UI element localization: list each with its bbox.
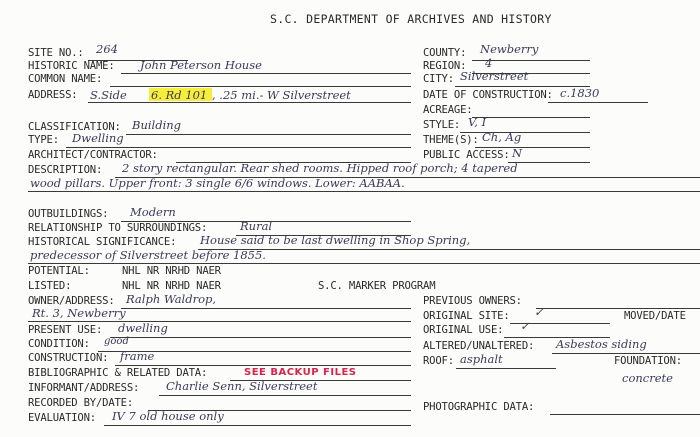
acreage-label: ACREAGE: xyxy=(423,104,473,116)
recorded-label: RECORDED BY/DATE: xyxy=(28,397,134,409)
foundation-label: FOUNDATION: xyxy=(614,355,682,367)
significance-value-2: predecessor of Silverstreet before 1855. xyxy=(30,248,266,262)
altered-label: ALTERED/UNALTERED: xyxy=(423,340,535,352)
address-value-a: S.Side xyxy=(90,88,127,102)
present-use-line xyxy=(110,337,411,338)
significance-line-1 xyxy=(198,249,700,250)
historic-name-value: John Peterson House xyxy=(140,58,262,72)
relationship-value: Rural xyxy=(240,219,273,233)
county-label: COUNTY: xyxy=(423,47,467,59)
historic-name-label: HISTORIC NAME: xyxy=(28,60,115,72)
informant-value: Charlie Senn, Silverstreet xyxy=(166,379,318,393)
architect-label: ARCHITECT/CONTRACTOR: xyxy=(28,149,158,161)
outbuildings-label: OUTBUILDINGS: xyxy=(28,208,109,220)
classification-label: CLASSIFICATION: xyxy=(28,121,121,133)
construction-line xyxy=(115,365,411,366)
listed-options: NHL NR NRHD NAER xyxy=(122,280,221,292)
city-label: CITY: xyxy=(423,73,454,85)
evaluation-label: EVALUATION: xyxy=(28,412,96,424)
evaluation-value: IV 7 old house only xyxy=(112,409,224,423)
present-use-label: PRESENT USE: xyxy=(28,324,103,336)
informant-label: INFORMANT/ADDRESS: xyxy=(28,382,140,394)
address-value-b: 6. Rd 101 xyxy=(151,88,208,102)
roof-line xyxy=(456,368,556,369)
condition-label: CONDITION: xyxy=(28,338,90,350)
owner-line-2 xyxy=(28,321,411,322)
photographic-line xyxy=(550,414,700,415)
description-value-1: 2 story rectangular. Rear shed rooms. Hipped roof porch; 4 tapered xyxy=(122,161,518,175)
date-construction-line xyxy=(548,102,648,103)
public-access-label: PUBLIC ACCESS: xyxy=(423,149,510,161)
owner-value-1: Ralph Waldrop, xyxy=(126,292,217,306)
classification-value: Building xyxy=(132,118,182,132)
original-use-value: ✓ xyxy=(520,319,530,333)
card-title: S.C. DEPARTMENT OF ARCHIVES AND HISTORY xyxy=(270,12,552,26)
style-label: STYLE: xyxy=(423,119,461,131)
altered-line xyxy=(552,353,700,354)
county-value: Newberry xyxy=(480,42,539,56)
photographic-label: PHOTOGRAPHIC DATA: xyxy=(423,401,535,413)
region-value: 4 xyxy=(485,56,493,70)
owner-line-1 xyxy=(121,308,411,309)
description-line-2 xyxy=(28,191,700,192)
significance-label: HISTORICAL SIGNIFICANCE: xyxy=(28,236,177,248)
acreage-line xyxy=(472,117,590,118)
style-line xyxy=(460,132,590,133)
construction-label: CONSTRUCTION: xyxy=(28,352,109,364)
potential-label: POTENTIAL: xyxy=(28,265,90,277)
owner-value-2: Rt. 3, Newberry xyxy=(32,306,126,320)
roof-label: ROOF: xyxy=(423,355,454,367)
common-name-line xyxy=(110,86,411,87)
moved-date-label: MOVED/DATE xyxy=(624,310,686,322)
original-site-label: ORIGINAL SITE: xyxy=(423,310,510,322)
historic-name-line xyxy=(121,73,411,74)
foundation-value: concrete xyxy=(622,371,673,385)
altered-value: Asbestos siding xyxy=(556,337,647,351)
theme-label: THEME(S): xyxy=(423,134,479,146)
present-use-value: dwelling xyxy=(118,321,168,335)
condition-value: good xyxy=(104,336,129,347)
theme-value: Ch, Ag xyxy=(482,130,522,144)
evaluation-line xyxy=(104,425,411,426)
description-label: DESCRIPTION: xyxy=(28,164,103,176)
potential-options: NHL NR NRHD NAER xyxy=(122,265,221,277)
original-site-value: ✓ xyxy=(534,305,544,319)
public-access-value: N xyxy=(512,146,523,160)
significance-value-1: House said to be last dwelling in Shop Spring, xyxy=(200,233,471,247)
classification-line xyxy=(126,134,411,135)
informant-line xyxy=(159,395,411,396)
original-use-label: ORIGINAL USE: xyxy=(423,324,504,336)
address-label: ADDRESS: xyxy=(28,89,78,101)
owner-label: OWNER/ADDRESS: xyxy=(28,295,115,307)
public-access-line xyxy=(508,162,590,163)
address-value-c: , .25 mi.- W Silverstreet xyxy=(212,88,351,102)
theme-line xyxy=(475,147,590,148)
site-no-value: 264 xyxy=(96,42,118,56)
date-construction-value: c.1830 xyxy=(560,86,600,100)
description-value-2: wood pillars. Upper front: 3 single 6/6 windows. Lower: AABAA. xyxy=(30,176,405,190)
common-name-label: COMMON NAME: xyxy=(28,73,103,85)
address-line xyxy=(88,102,411,103)
type-line xyxy=(66,147,411,148)
type-value: Dwelling xyxy=(72,131,124,145)
biblio-label: BIBLIOGRAPHIC & RELATED DATA: xyxy=(28,367,208,379)
date-construction-label: DATE OF CONSTRUCTION: xyxy=(423,89,553,101)
site-no-label: SITE NO.: xyxy=(28,47,84,59)
city-value: Silverstreet xyxy=(460,69,529,83)
biblio-value: SEE BACKUP FILES xyxy=(244,367,357,378)
outbuildings-value: Modern xyxy=(130,205,176,219)
previous-owners-line xyxy=(536,308,700,309)
type-label: TYPE: xyxy=(28,134,59,146)
relationship-label: RELATIONSHIP TO SURROUNDINGS: xyxy=(28,222,208,234)
significance-line-2 xyxy=(28,263,700,264)
style-value: V, I xyxy=(468,115,487,129)
region-label: REGION: xyxy=(423,60,467,72)
previous-owners-label: PREVIOUS OWNERS: xyxy=(423,295,522,307)
roof-value: asphalt xyxy=(460,352,503,366)
marker-program-label: S.C. MARKER PROGRAM xyxy=(318,280,436,292)
construction-value: frame xyxy=(120,349,155,363)
listed-label: LISTED: xyxy=(28,280,72,292)
